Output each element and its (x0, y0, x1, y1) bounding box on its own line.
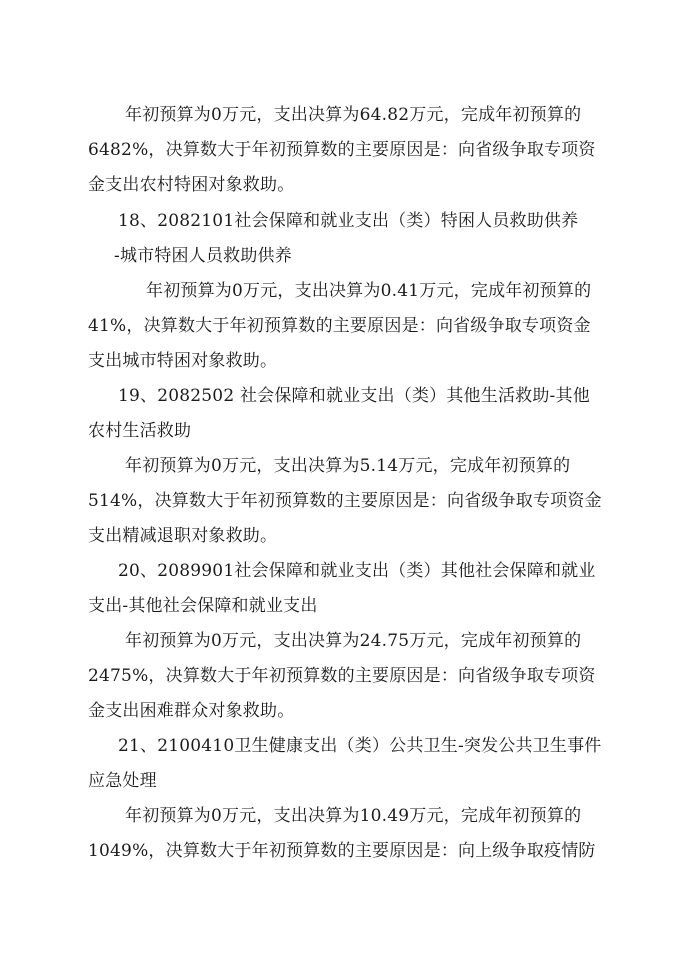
section-heading-line: -城市特困人员救助供养 (114, 246, 292, 266)
paragraph-line: 年初预算为0万元，支出决算为0.41万元，完成年初预算的 (146, 281, 592, 301)
paragraph-line: 金支出困难群众对象救助。 (88, 701, 295, 721)
section-heading-line: 18、2082101社会保障和就业支出（类）特困人员救助供养 (118, 211, 579, 231)
paragraph-line: 514%，决算数大于年初预算数的主要原因是：向省级争取专项资金 (88, 491, 602, 511)
paragraph-line: 1049%，决算数大于年初预算数的主要原因是：向上级争取疫情防 (88, 841, 596, 861)
paragraph-line: 支出城市特困对象救助。 (88, 351, 278, 371)
section-heading-line: 19、2082502 社会保障和就业支出（类）其他生活救助-其他 (118, 386, 590, 406)
section-heading-line: 20、2089901社会保障和就业支出（类）其他社会保障和就业 (118, 561, 596, 581)
paragraph-line: 支出精减退职对象救助。 (88, 526, 278, 546)
section-heading-line: 支出-其他社会保障和就业支出 (88, 596, 318, 616)
paragraph-line: 2475%，决算数大于年初预算数的主要原因是：向省级争取专项资 (88, 666, 596, 686)
paragraph-line: 金支出农村特困对象救助。 (88, 175, 295, 195)
paragraph-line: 41%，决算数大于年初预算数的主要原因是：向省级争取专项资金 (88, 316, 591, 336)
paragraph-line: 年初预算为0万元，支出决算为64.82万元，完成年初预算的 (125, 105, 582, 125)
paragraph-line: 6482%，决算数大于年初预算数的主要原因是：向省级争取专项资 (88, 140, 596, 160)
section-heading-line: 应急处理 (88, 771, 157, 791)
paragraph-line: 年初预算为0万元，支出决算为10.49万元，完成年初预算的 (125, 806, 582, 826)
paragraph-line: 年初预算为0万元，支出决算为5.14万元，完成年初预算的 (125, 456, 571, 476)
section-heading-line: 21、2100410卫生健康支出（类）公共卫生-突发公共卫生事件 (118, 736, 602, 756)
paragraph-line: 年初预算为0万元，支出决算为24.75万元，完成年初预算的 (125, 631, 582, 651)
section-heading-line: 农村生活救助 (88, 421, 192, 441)
